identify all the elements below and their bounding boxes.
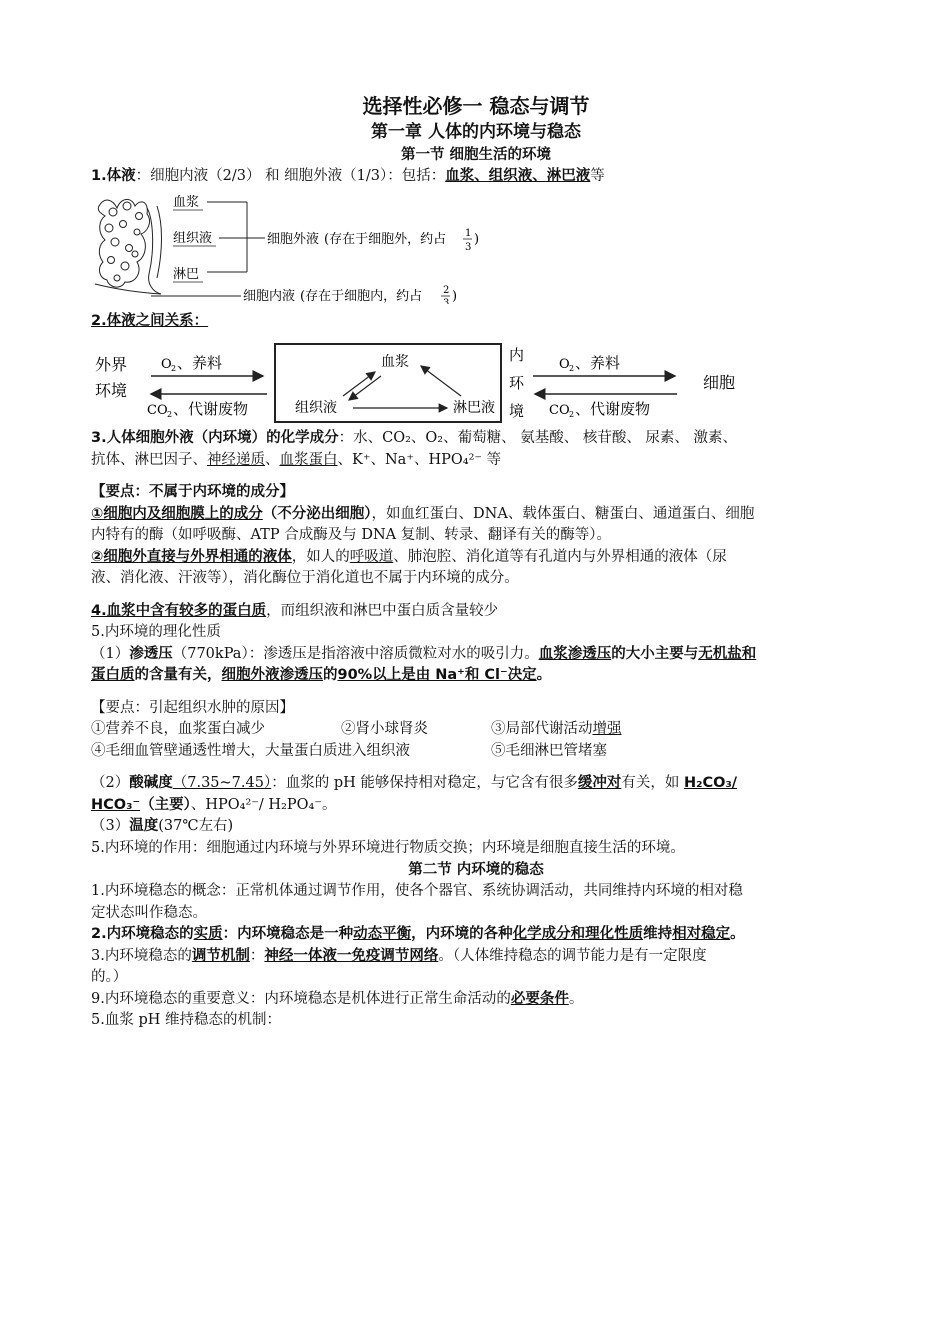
section1-title: 第一节 细胞生活的环境 <box>400 147 552 163</box>
frac1-num: 1 <box>465 227 472 239</box>
sec2-p1: 1.内环境稳态的概念：正常机体通过调节作用，使各个器官、系统协调活动，共同维持内环境的相对稳 <box>91 883 743 899</box>
sec2-p3: 3.内环境稳态的调节机制：神经一体液一免疫调节网络。（人体维持稳态的调节能力是有一定限度 <box>91 947 707 964</box>
fluid-relationship-figure <box>91 336 861 428</box>
item2-paragraph: 2.体液之间关系： <box>91 312 209 329</box>
edema-causes-row2: ④毛细血管壁通透性增大，大量蛋白质进入组织液 ⑤毛细淋巴管堵塞 <box>91 742 607 759</box>
sec2-p4: 9.内环境稳态的重要意义：内环境稳态是机体进行正常生命活动的必要条件。 <box>91 990 584 1007</box>
co2-waste-left: 、代谢废物 <box>173 400 249 418</box>
ph-line1: （2）酸碱度（7.35~7.45）：血浆的 pH 能够保持相对稳定，与它含有很多缓冲对有关，如 H₂CO₃/ <box>91 775 738 791</box>
item5-function: 5.内环境的作用：细胞通过内环境与外界环境进行物质交换；内环境是细胞直接生活的环境。 <box>91 839 685 856</box>
frac2-num: 2 <box>443 284 450 296</box>
fluid-relationship-diagram <box>91 336 771 428</box>
osmotic-pressure-line1: （1）渗透压（770kPa）：渗透压是指溶液中溶质微粒对水的吸引力。血浆渗透压的大小主要与无机盐和 <box>91 645 757 662</box>
co2-waste-right: 、代谢废物 <box>575 400 651 418</box>
extracellular-label: 细胞外液 <box>267 231 320 247</box>
keypoint1-p2-line2: 液、消化液、汗液等），消化酶位于消化道也不属于内环境的成分。 <box>91 570 519 586</box>
o2-nutrients-right: 、养料 <box>575 354 621 372</box>
cell-label: 细胞 <box>703 373 736 392</box>
item1-emphasis: 血浆、组织液、淋巴液 <box>445 168 591 184</box>
temperature-line: （3）温度(37℃左右) <box>91 818 234 834</box>
item3-line1: 3.人体细胞外液（内环境）的化学成分：水、CO₂、O₂、葡萄糖、 氨基酸、 核苷酸、 尿素、 激素、 <box>91 430 738 446</box>
edema-causes-row1: ①营养不良，血浆蛋白减少 ②肾小球肾炎 ③局部代谢活动增强 <box>91 721 622 737</box>
svg-text:O: O <box>559 357 570 372</box>
frac2-den: 3 <box>443 297 450 304</box>
item5-title: 5.内环境的理化性质 <box>91 624 221 640</box>
svg-text:2: 2 <box>167 410 173 419</box>
svg-text:): ) <box>474 231 480 247</box>
intracellular-note: (存在于细胞内，约占 <box>300 288 423 304</box>
ph-line2: HCO₃⁻（主要）、HPO₄²⁻/ H₂PO₄⁻。 <box>91 796 337 813</box>
svg-text:CO: CO <box>549 403 570 418</box>
item3-line2: 抗体、淋巴因子、神经递质、血浆蛋白、K⁺、Na⁺、HPO₄²⁻ 等 <box>91 451 502 468</box>
keypoint1-p1-line2: 内特有的酶（如呼吸酶、ATP 合成酶及与 DNA 复制、转录、翻译有关的酶等）。 <box>91 527 611 543</box>
book-title: 选择性必修一 稳态与调节 <box>362 94 590 118</box>
document-page <box>91 92 861 1032</box>
keypoint1-p2: ②细胞外直接与外界相通的液体，如人的呼吸道、肺泡腔、消化道等有孔道内与外界相通的液体（尿 <box>91 548 727 565</box>
keypoint1-title: 【要点：不属于内环境的成分】 <box>91 484 294 500</box>
osmotic-pressure-line2: 蛋白质的含量有关，细胞外液渗透压的90%以上是由 Na⁺和 Cl⁻决定。 <box>91 667 552 683</box>
sec2-p3-line2: 的。） <box>91 969 128 985</box>
plasma-label: 血浆 <box>173 194 200 210</box>
svg-text:2: 2 <box>569 410 575 419</box>
outer-env-line1: 外界 <box>95 355 128 374</box>
inner-env-char3: 境 <box>509 402 525 420</box>
inner-env-char2: 环 <box>509 374 525 392</box>
svg-text:CO: CO <box>147 403 168 418</box>
keypoint1-p1: ①细胞内及细胞膜上的成分（不分泌出细胞），如血红蛋白、DNA、载体蛋白、糖蛋白、通道蛋白、细胞 <box>91 505 755 522</box>
body-fluid-figure <box>91 188 861 304</box>
svg-text:): ) <box>452 288 458 304</box>
item4-paragraph: 4.血浆中含有较多的蛋白质，而组织液和淋巴中蛋白质含量较少 <box>91 602 499 619</box>
o2-nutrients-left: 、养料 <box>177 354 223 372</box>
box-plasma: 血浆 <box>381 354 409 370</box>
inner-env-char1: 内 <box>509 346 525 364</box>
svg-text:2: 2 <box>569 364 575 373</box>
intracellular-label: 细胞内液 <box>243 288 296 304</box>
body-fluid-diagram <box>91 188 511 304</box>
tissue-sketch <box>95 199 162 294</box>
section2-title: 第二节 内环境的稳态 <box>408 862 544 878</box>
outer-env-line2: 环境 <box>95 381 128 400</box>
svg-text:2: 2 <box>171 364 177 373</box>
sec2-p1-line2: 定状态叫作稳态。 <box>91 904 207 921</box>
sec2-p5: 5.血浆 pH 维持稳态的机制： <box>91 1012 281 1028</box>
sec2-p2: 2.内环境稳态的实质：内环境稳态是一种动态平衡，内环境的各种化学成分和理化性质维持相对稳定。 <box>91 926 745 942</box>
keypoint2-title: 【要点：引起组织水肿的原因】 <box>91 699 294 716</box>
box-lymph: 淋巴液 <box>453 400 495 416</box>
lymph-label: 淋巴 <box>173 266 200 282</box>
extracellular-note: (存在于细胞外，约占 <box>324 231 447 247</box>
tissue-fluid-label: 组织液 <box>173 230 213 246</box>
svg-text:O: O <box>161 357 172 372</box>
box-tissue-fluid: 组织液 <box>295 400 337 416</box>
item1-paragraph: 1.体液：细胞内液（2/3） 和 细胞外液（1/3）：包括：血浆、组织液、淋巴液等 <box>91 168 605 184</box>
frac1-den: 3 <box>465 241 472 253</box>
chapter-title: 第一章 人体的内环境与稳态 <box>371 122 581 142</box>
